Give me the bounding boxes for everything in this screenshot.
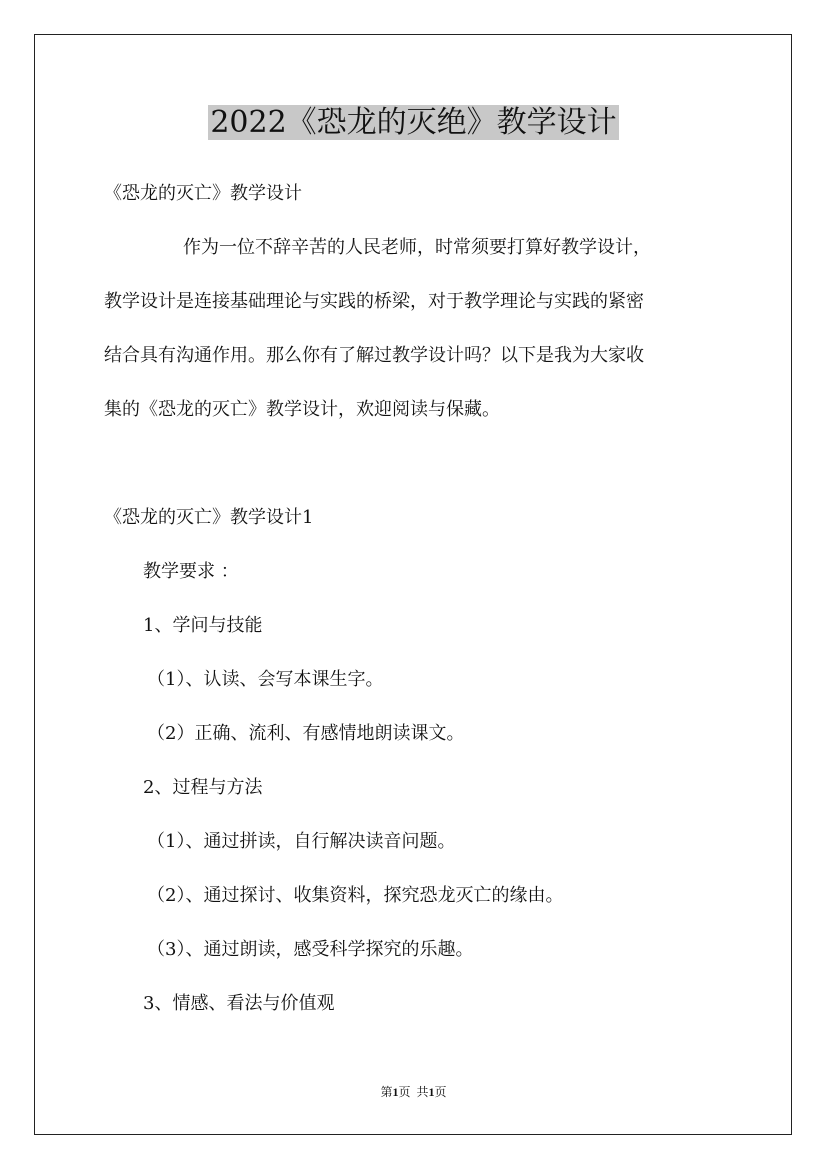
section-title: 《恐龙的灭亡》教学设计1 [104,507,314,528]
list-item-knowledge-skills: 1、学问与技能 [143,615,263,636]
page-label-prefix: 第 [380,1085,393,1099]
intro-line-1: 作为一位不辞辛苦的人民老师，时常须要打算好教学设计， [183,237,651,258]
list-item-process-methods: 2、过程与方法 [143,777,263,798]
total-pages: 1 [428,1085,435,1099]
list-item-sub-2-3: （3）、通过朗读，感受科学探究的乐趣。 [147,939,474,960]
page-label-suffix: 页 [398,1085,411,1099]
intro-line-3: 结合具有沟通作用。那么你有了解过教学设计吗？以下是我为大家收 [104,345,644,366]
page-footer [0,1083,827,1101]
list-item-sub-2-1: （1）、通过拼读，自行解决读音问题。 [147,831,456,852]
list-item-sub-2-2: （2）、通过探讨、收集资料，探究恐龙灭亡的缘由。 [147,885,564,906]
document-title [0,100,827,146]
total-label-prefix: 共 [416,1085,429,1099]
list-item-sub-1-1: （1）、认读、会写本课生字。 [147,669,384,690]
intro-line-4: 集的《恐龙的灭亡》教学设计，欢迎阅读与保藏。 [104,399,500,420]
list-item-teaching-requirements: 教学要求 ： [143,561,239,582]
intro-line-2: 教学设计是连接基础理论与实践的桥梁，对于教学理论与实践的紧密 [104,291,644,312]
list-item-emotion-values: 3、情感、看法与价值观 [143,993,335,1014]
document-subtitle: 《恐龙的灭亡》教学设计 [104,183,302,204]
document-title-text: 2022《恐龙的灭绝》教学设计 [210,105,617,140]
total-label-suffix: 页 [434,1085,447,1099]
page-number: 1 [392,1085,399,1099]
list-item-sub-1-2: （2）正确、流利、有感情地朗读课文。 [147,723,465,744]
